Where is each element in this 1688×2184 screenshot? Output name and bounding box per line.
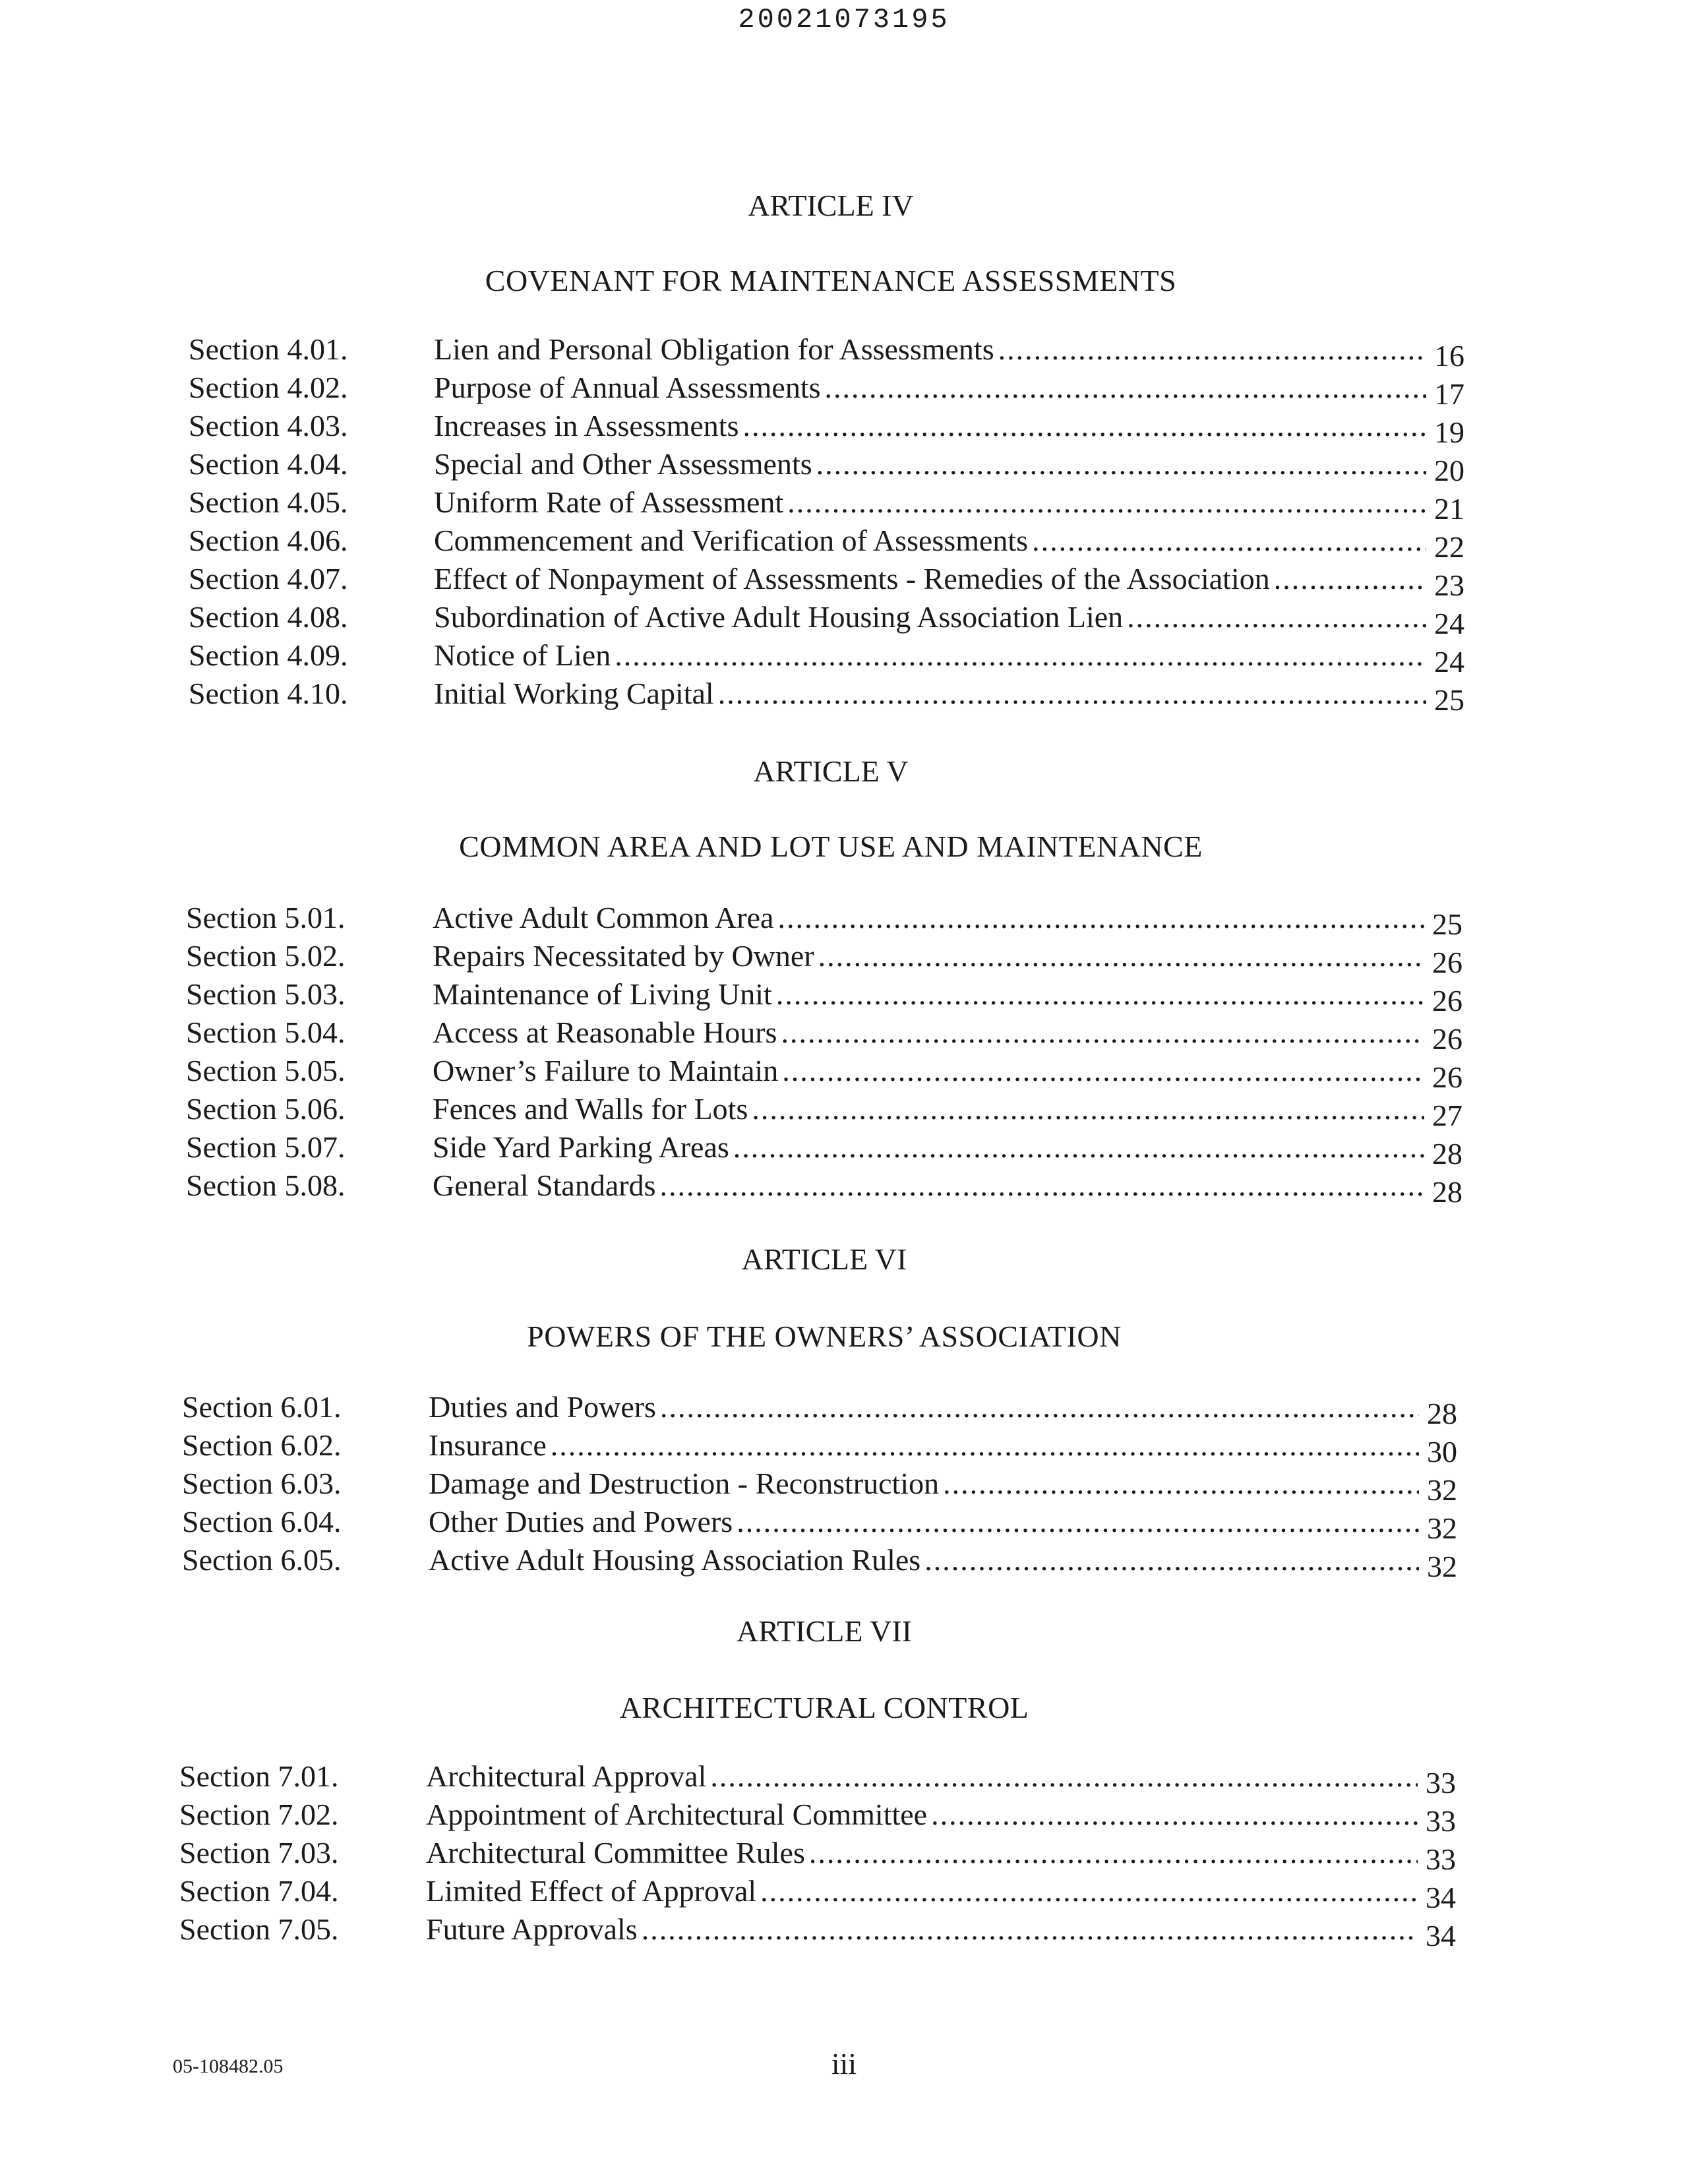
toc-row (179, 1910, 1456, 1953)
section-entry[interactable] (429, 1388, 1457, 1430)
section-page: 25 (1434, 683, 1464, 717)
toc-row (189, 369, 1464, 411)
toc-row (186, 1167, 1462, 1209)
toc-list (186, 899, 1462, 1209)
section-title: Uniform Rate of Assessment (434, 485, 784, 519)
section-number: Section 4.10. (189, 677, 348, 710)
section-page: 26 (1432, 946, 1462, 979)
dot-leader (733, 1128, 1424, 1167)
section-title: Maintenance of Living Unit (433, 977, 772, 1011)
toc-row (189, 598, 1464, 640)
section-page: 17 (1434, 377, 1464, 411)
section-number: Section 6.04. (182, 1505, 342, 1538)
section-entry[interactable] (434, 522, 1464, 564)
section-title: Architectural Approval (426, 1759, 707, 1793)
dot-leader (782, 1052, 1424, 1090)
dot-leader (1127, 598, 1426, 636)
section-title: Appointment of Architectural Committee (426, 1798, 928, 1831)
section-number: Section 6.05. (182, 1543, 342, 1577)
section-page: 32 (1427, 1511, 1457, 1545)
section-title: Future Approvals (426, 1912, 638, 1946)
section-number: Section 7.04. (179, 1874, 339, 1908)
section-entry[interactable] (426, 1872, 1456, 1914)
section-title: Repairs Necessitated by Owner (433, 939, 814, 973)
section-entry[interactable] (434, 369, 1464, 411)
toc-list (189, 330, 1464, 717)
section-page: 16 (1434, 339, 1464, 373)
dot-leader (943, 1465, 1419, 1503)
dot-leader (998, 330, 1426, 369)
dot-leader (615, 636, 1426, 675)
section-entry[interactable] (434, 407, 1464, 449)
section-page: 23 (1434, 568, 1464, 602)
section-page: 32 (1427, 1473, 1457, 1507)
section-page: 30 (1427, 1435, 1457, 1469)
toc-row (179, 1757, 1456, 1800)
dot-leader (931, 1796, 1418, 1834)
footer-document-code: 05-108482.05 (173, 2055, 284, 2077)
toc-row (186, 1090, 1462, 1132)
toc-row (179, 1796, 1456, 1838)
article-title: ARTICLE IV (748, 189, 914, 222)
toc-row (186, 975, 1462, 1017)
section-entry[interactable] (433, 1090, 1462, 1132)
dot-leader (777, 899, 1424, 937)
article-heading: ARCHITECTURAL CONTROL (619, 1691, 1029, 1724)
section-entry[interactable] (433, 1052, 1462, 1094)
section-title: Subordination of Active Adult Housing Association Lien (434, 600, 1124, 634)
section-page: 33 (1426, 1842, 1456, 1876)
section-entry[interactable] (429, 1465, 1457, 1507)
section-entry[interactable] (429, 1503, 1457, 1545)
section-page: 28 (1427, 1397, 1457, 1430)
section-entry[interactable] (426, 1834, 1456, 1876)
section-page: 28 (1432, 1137, 1462, 1170)
section-number: Section 5.04. (186, 1016, 346, 1049)
section-number: Section 5.05. (186, 1054, 346, 1087)
toc-row (189, 407, 1464, 449)
section-number: Section 4.09. (189, 638, 348, 672)
section-title: Access at Reasonable Hours (433, 1016, 777, 1049)
toc-row (186, 937, 1462, 979)
section-number: Section 5.08. (186, 1168, 346, 1202)
section-number: Section 6.02. (182, 1428, 342, 1462)
toc-row (189, 675, 1464, 717)
toc-row (186, 1014, 1462, 1056)
dot-leader (551, 1426, 1419, 1465)
section-entry[interactable] (434, 445, 1464, 487)
section-title: Special and Other Assessments (434, 447, 812, 481)
section-entry[interactable] (426, 1757, 1456, 1800)
toc-row (189, 560, 1464, 602)
dot-leader (737, 1503, 1419, 1541)
dot-leader (776, 975, 1424, 1014)
section-entry[interactable] (426, 1910, 1456, 1953)
toc-row (189, 445, 1464, 487)
section-number: Section 6.03. (182, 1467, 342, 1500)
dot-leader (642, 1910, 1418, 1949)
section-number: Section 4.02. (189, 371, 348, 404)
toc-row (182, 1388, 1457, 1430)
toc-list (182, 1388, 1457, 1583)
section-page: 25 (1432, 907, 1462, 941)
section-number: Section 5.03. (186, 977, 346, 1011)
section-number: Section 4.03. (189, 409, 348, 442)
section-number: Section 4.08. (189, 600, 348, 634)
section-title: Effect of Nonpayment of Assessments - Remedies of the Association (434, 562, 1270, 595)
dot-leader (710, 1757, 1418, 1796)
toc-row (182, 1541, 1457, 1583)
dot-leader (825, 369, 1427, 407)
toc-row (189, 483, 1464, 526)
section-title: Purpose of Annual Assessments (434, 371, 821, 404)
article-title: ARTICLE V (753, 754, 909, 788)
toc-row (182, 1426, 1457, 1469)
section-entry[interactable] (433, 975, 1462, 1017)
toc-row (189, 522, 1464, 564)
section-title: Increases in Assessments (434, 409, 739, 442)
document-number: 20021073195 (738, 4, 950, 36)
section-page: 22 (1434, 530, 1464, 564)
dot-leader (1274, 560, 1426, 598)
article-title: ARTICLE VII (737, 1614, 912, 1648)
dot-leader (809, 1834, 1418, 1872)
section-page: 26 (1432, 1060, 1462, 1094)
section-number: Section 7.01. (179, 1759, 339, 1793)
section-entry[interactable] (434, 598, 1464, 640)
section-number: Section 5.07. (186, 1130, 346, 1164)
section-page: 19 (1434, 415, 1464, 449)
section-title: Insurance (429, 1428, 547, 1462)
article-heading: COMMON AREA AND LOT USE AND MAINTENANCE (459, 830, 1203, 863)
dot-leader (924, 1541, 1419, 1579)
section-title: Side Yard Parking Areas (433, 1130, 729, 1164)
toc-row (189, 330, 1464, 373)
dot-leader (787, 483, 1426, 522)
dot-leader (781, 1014, 1424, 1052)
section-page: 33 (1426, 1766, 1456, 1800)
section-entry[interactable] (426, 1796, 1456, 1838)
section-page: 26 (1432, 984, 1462, 1017)
section-title: Duties and Powers (429, 1390, 656, 1424)
section-entry[interactable] (434, 636, 1464, 679)
article-title: ARTICLE VI (741, 1242, 907, 1276)
toc-row (179, 1872, 1456, 1914)
section-page: 24 (1434, 607, 1464, 640)
article-heading: POWERS OF THE OWNERS’ ASSOCIATION (527, 1320, 1122, 1353)
section-page: 33 (1426, 1804, 1456, 1838)
section-number: Section 7.03. (179, 1836, 339, 1869)
section-number: Section 7.02. (179, 1798, 339, 1831)
section-page: 28 (1432, 1175, 1462, 1209)
section-title: Other Duties and Powers (429, 1505, 733, 1538)
section-number: Section 4.04. (189, 447, 348, 481)
section-number: Section 4.07. (189, 562, 348, 595)
section-entry[interactable] (429, 1541, 1457, 1583)
section-entry[interactable] (433, 899, 1462, 941)
dot-leader (818, 937, 1424, 975)
section-entry[interactable] (434, 560, 1464, 602)
toc-row (186, 1128, 1462, 1170)
section-entry[interactable] (433, 1167, 1462, 1209)
toc-row (189, 636, 1464, 679)
section-title: Active Adult Housing Association Rules (429, 1543, 921, 1577)
toc-row (182, 1465, 1457, 1507)
section-title: Lien and Personal Obligation for Assessments (434, 332, 994, 366)
dot-leader (1032, 522, 1426, 560)
dot-leader (816, 445, 1426, 483)
section-entry[interactable] (429, 1426, 1457, 1469)
section-title: Owner’s Failure to Maintain (433, 1054, 779, 1087)
section-entry[interactable] (434, 675, 1464, 717)
section-page: 21 (1434, 492, 1464, 526)
dot-leader (718, 675, 1426, 713)
section-title: Active Adult Common Area (433, 901, 774, 934)
toc-row (182, 1503, 1457, 1545)
section-number: Section 5.02. (186, 939, 346, 973)
toc-row (179, 1834, 1456, 1876)
section-number: Section 6.01. (182, 1390, 342, 1424)
section-title: Fences and Walls for Lots (433, 1092, 748, 1126)
section-entry[interactable] (433, 1014, 1462, 1056)
toc-list (179, 1757, 1456, 1953)
footer-page-number: iii (831, 2047, 857, 2080)
toc-row (186, 1052, 1462, 1094)
section-entry[interactable] (434, 483, 1464, 526)
article-heading: COVENANT FOR MAINTENANCE ASSESSMENTS (485, 264, 1177, 297)
section-title: Limited Effect of Approval (426, 1874, 757, 1908)
section-number: Section 5.06. (186, 1092, 346, 1126)
dot-leader (742, 407, 1426, 445)
dot-leader (660, 1388, 1419, 1426)
section-number: Section 4.05. (189, 485, 348, 519)
section-number: Section 7.05. (179, 1912, 339, 1946)
section-title: Commencement and Verification of Assessments (434, 524, 1029, 557)
section-title: Architectural Committee Rules (426, 1836, 805, 1869)
section-title: Damage and Destruction - Reconstruction (429, 1467, 940, 1500)
section-page: 24 (1434, 645, 1464, 679)
section-title: Initial Working Capital (434, 677, 714, 710)
section-entry[interactable] (433, 1128, 1462, 1170)
section-number: Section 5.01. (186, 901, 346, 934)
toc-row (186, 899, 1462, 941)
section-entry[interactable] (433, 937, 1462, 979)
section-page: 34 (1426, 1919, 1456, 1953)
section-entry[interactable] (434, 330, 1464, 373)
section-title: Notice of Lien (434, 638, 611, 672)
section-page: 34 (1426, 1881, 1456, 1914)
section-number: Section 4.01. (189, 332, 348, 366)
dot-leader (752, 1090, 1424, 1128)
dot-leader (660, 1167, 1425, 1205)
section-number: Section 4.06. (189, 524, 348, 557)
section-page: 27 (1432, 1099, 1462, 1132)
dot-leader (760, 1872, 1418, 1910)
section-title: General Standards (433, 1168, 656, 1202)
section-page: 32 (1427, 1550, 1457, 1583)
section-page: 20 (1434, 454, 1464, 487)
section-page: 26 (1432, 1022, 1462, 1056)
